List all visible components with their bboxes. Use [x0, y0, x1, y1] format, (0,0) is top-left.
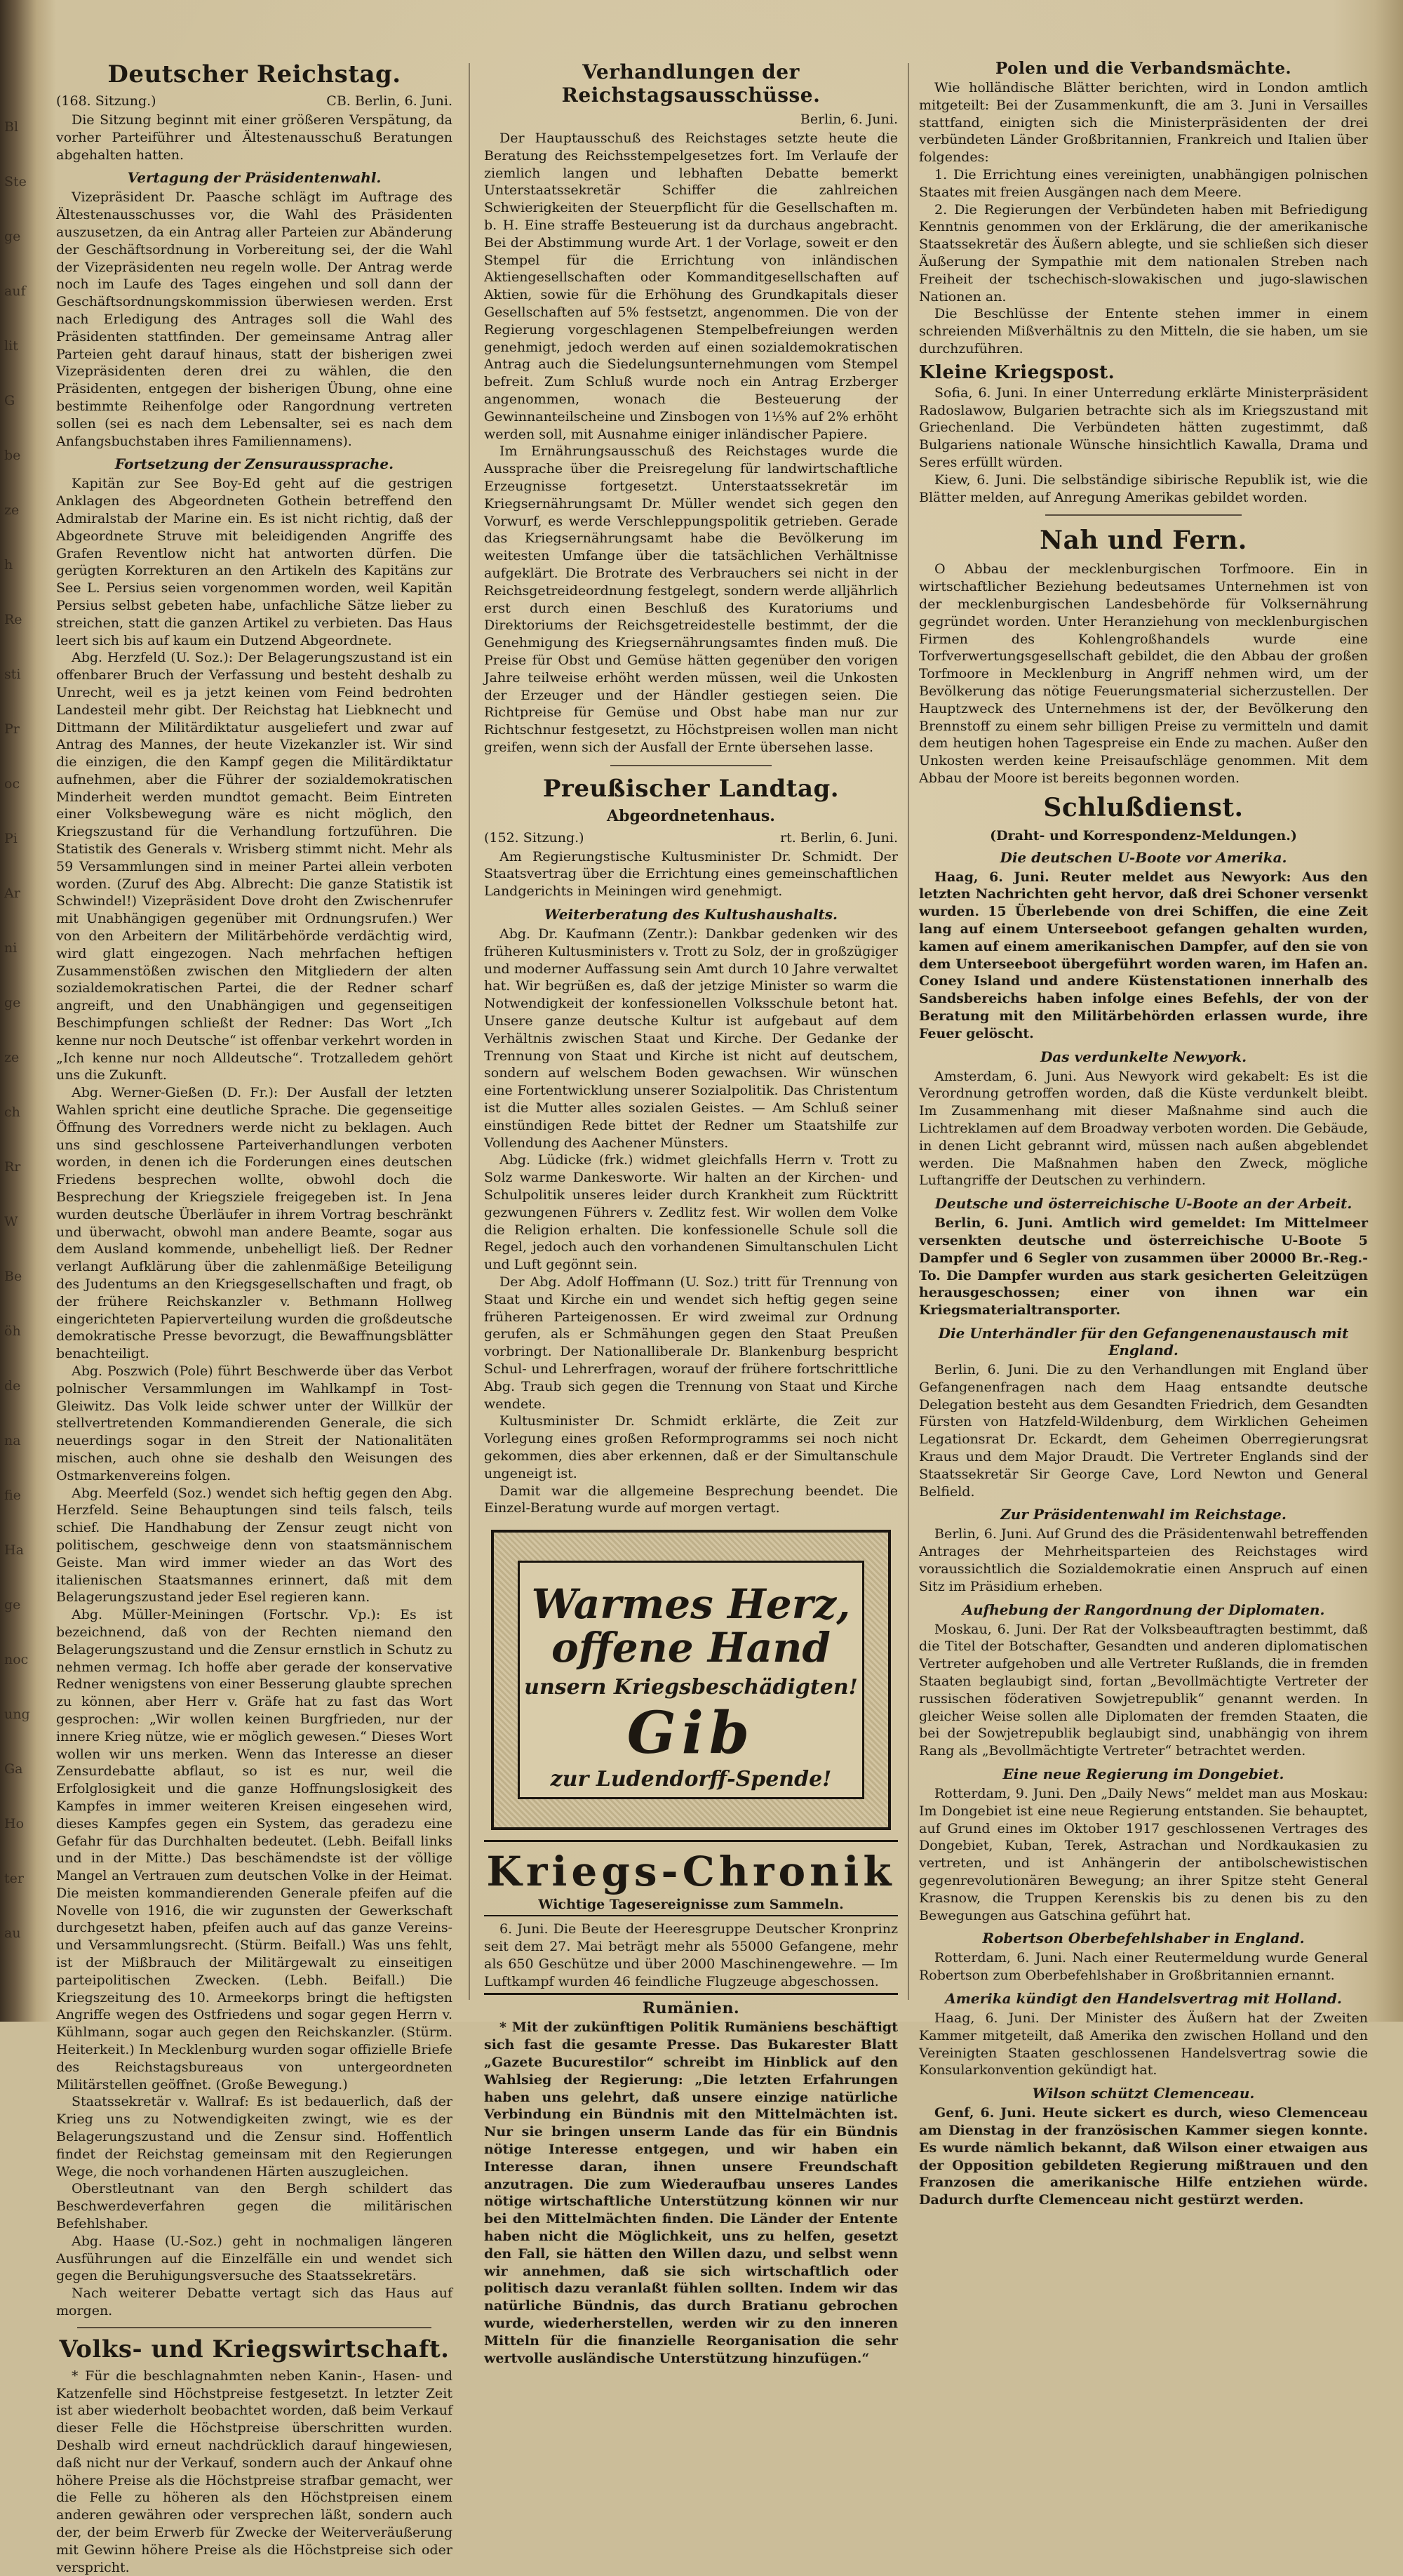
kriegs-chronik-box: [484, 1840, 898, 1995]
subheading: Fortsetzung der Zensuraussprache.: [114, 455, 394, 473]
gutter-fragment: h: [4, 557, 13, 573]
dateline-text: Berlin, 6. Juni.: [800, 112, 898, 127]
gutter-fragment: Rr: [4, 1159, 21, 1175]
gutter-fragment: ni: [4, 940, 18, 956]
paragraph: Berlin, 6. Juni. Die zu den Verhandlungen mit England über Gefangenenfragen nach dem Haag entsandte deutsche Delegation besteht aus dem Gesandten Friedrich, dem Gesandten Fürsten von Hatzfeld-Wildenburg, dem Wirklichen Geheimen Legationsrat Dr. Eckardt, dem Geheimen Oberregierungsrat Kraus und dem Major Draudt. Die Vertreter Englands sind der Staatssekretär Sir George Cave, Lord Newton und General Belfield.: [919, 1362, 1368, 1500]
paragraph: Abg. Poszwich (Pole) führt Beschwerde über das Verbot polnischer Versammlungen im Wahlkampf in Tost-Gleiwitz. Das Volk leide schwer unter der Willkür der stellvertretenden Kommandierenden Generale, die sich neuerdings sogar in den Streit der Nationalitäten mischen, auch ohne sie deshalb den Weisungen des Ostmarkenvereins folgen.: [56, 1363, 452, 1483]
article-title-polen: Polen und die Verbandsmächte.: [995, 59, 1292, 78]
gutter-fragment: öh: [4, 1323, 21, 1339]
gutter-fragment: Ste: [4, 174, 27, 189]
gutter-fragment: be: [4, 448, 21, 463]
column-rule: [908, 63, 909, 2000]
article-title-nah-und-fern: Nah und Fern.: [1040, 526, 1247, 556]
ad-line: Warmes Herz,: [531, 1580, 851, 1629]
gutter-fragment: W: [4, 1214, 18, 1229]
ad-line: unsern Kriegsbeschädigten!: [524, 1675, 858, 1700]
article-title-ausschuesse: Verhandlungen der Reichstagsausschüsse.: [561, 60, 821, 107]
paragraph: Abg. Dr. Kaufmann (Zentr.): Dankbar gedenken wir des früheren Kultusministers v. Trott zu Solz, der in großzügiger und moderner Auffassung sein Amt durch 10 Jahre verwaltet hat. Wir begrüßen es, daß der jetzige Minister so warm die Notwendigkeit der konfessionellen Volksschule betont hat. Unsere ganze deutsche Kultur ist aufgebaut auf dem Verhältnis zwischen Staat und Kirche. Der Gedanke der Trennung von Staat und Kirche ist nicht auf deutschem, sondern auf welschem Boden gewachsen. Wir wünschen eine Fortentwicklung unserer Sozialpolitik. Das Christentum ist die Mutter alles sozialen Geistes. — Am Schluß seiner einstündigen Rede bittet der Redner um Staatshilfe zur Vollendung des Aachener Münsters.: [484, 926, 898, 1151]
paragraph: Abg. Herzfeld (U. Soz.): Der Belagerungszustand ist ein offenbarer Bruch der Verfassung und besteht deshalb zu Unrecht, weil es ja jetzt keinen vom Feind bedrohten Landesteil mehr gibt. Der Reichstag hat Liebknecht und Dittmann der Militärdiktatur ausgeliefert und zwar auf Antrag des Mannes, der heute Vizekanzler ist. Wir sind die einzigen, die den Kampf gegen die Militärdiktatur aufnehmen, aber die Führer der sozialdemokratischen Minderheit werden mundtot gemacht. Beim Eintreten einer Volksbewegung wäre es nicht möglich, den Kriegszustand für die Verhandlung fortzuführen. Die Statistik des Generals v. Wrisberg stimmt nicht. Mehr als 59 Versammlungen sind in meiner Partei allein verboten worden. (Zuruf des Abg. Albrecht: Die ganze Statistik ist Schwindel!) Vizepräsident Dove droht den Zwischenrufer mit Unabhängigen gegenüber mit Ordnungsrufen.) Wer von den Arbeitern der Militärbehörde verdächtig wird, wird glatt eingezogen. Nach mehrfachen heftigen Zusammenstößen zwischen den Mitgliedern der alten sozialdemokratischen Partei, die der Redner scharf angreift, und den Unabhängigen und gegenseitigen Beschimpfungen schließt der Redner: Das Wort „Ich kenne nur noch Deutsche“ ist offenbar verkehrt worden in „Ich kenne nur noch Alldeutsche“. Trotzalledem gehört uns die Zukunft.: [56, 650, 452, 1083]
ludendorff-spende-advertisement: [491, 1530, 891, 1830]
ad-line: zur Ludendorff-Spende!: [550, 1767, 832, 1792]
subheading: Deutsche und österreichische U-Boote an der Arbeit.: [934, 1195, 1352, 1213]
paragraph: Vizepräsident Dr. Paasche schlägt im Auftrage des Ältestenausschusses vor, die Wahl des Präsidenten auszusetzen, da ein Antrag aller Parteien zur Abänderung der Geschäftsordnung in Vorbereitung sei, der die Wahl der Vizepräsidenten neu regeln wolle. Der Antrag werde noch im Laufe des Tages eingehen und soll dann der Geschäftsordnungskommission überwiesen werden. Erst nach Erledigung des Antrages soll die Wahl des Präsidenten stattfinden. Der gemeinsame Antrag aller Parteien geht darauf hinaus, statt der bisherigen zwei Vizepräsidenten deren drei zu wählen, die den Präsidenten, entgegen der bisherigen Übung, ohne eine bestimmte Reihenfolge oder Rangordnung vertreten sollen (sei es nach dem Lebensalter, sei es nach dem Anfangsbuchstaben ihres Familiennamens).: [56, 189, 452, 449]
kriegs-chronik-subtitle: Wichtige Tagesereignisse zum Sammeln.: [484, 1897, 898, 1916]
article-title-volkswirtschaft: Volks- und Kriegswirtschaft.: [59, 2335, 450, 2363]
session-number: (168. Sitzung.): [56, 93, 156, 109]
gutter-fragment: ge: [4, 995, 21, 1010]
paragraph: Rotterdam, 6. Juni. Nach einer Reutermeldung wurde General Robertson zum Oberbefehlshaber in Großbritannien ernannt.: [919, 1950, 1368, 1984]
paragraph: Nach weiterer Debatte vertagt sich das Haus auf morgen.: [56, 2285, 452, 2319]
paragraph: Abg. Werner-Gießen (D. Fr.): Der Ausfall der letzten Wahlen spricht eine deutliche Sprache. Die gegenseitige Öffnung des Vorredners werde nicht zu beklagen. Auch uns sind geschlossene Parteiverhandlungen verboten worden, in denen ich die Forderungen eines deutschen Friedens besprechen wollte, obwohl doch die Besprechung der Kriegsziele freigegeben ist. In Jena wurden deutsche Überläufer in ihrem Vortrag beschränkt und überwacht, obwohl man andere Beamte, sogar aus dem Ausland kommende, unbehelligt ließ. Der Redner verlangt Aufklärung über die zahlenmäßige Beteiligung des Judentums an den Kriegsgesellschaften und fragt, ob der frühere Reichskanzler v. Bethmann Hollweg eingerichteten Papierverteilung wurden die großdeutsche demokratische Presse bevorzugt, die Bewaffnungsblätter benachteiligt.: [56, 1085, 452, 1362]
ad-frame: [518, 1561, 864, 1799]
paragraph: Die Beschlüsse der Entente stehen immer in einem schreienden Mißverhältnis zu den Mitteln, die sie haben, um sie durchzuführen.: [919, 306, 1368, 356]
dateline: [56, 93, 452, 110]
subheading: Das verdunkelte Newyork.: [1040, 1048, 1247, 1065]
paragraph: Rotterdam, 9. Juni. Den „Daily News“ meldet man aus Moskau: Im Dongebiet ist eine neue Regierung entstanden. Sie behauptet, auf Grund eines im Oktober 1917 geschlossenen Vertrages des Dongebiet, Kuban, Terek, Astrachan und Nordkaukasien zu vertreten, und ist Anhängerin der antibolschewistischen gegenrevolutionären Bewegung; an ihrer Spitze steht General Krasnow, die Truppen Kerenskis bis zu denen bis zu den Bewegungen aus Gatschina geführt hat.: [919, 1785, 1368, 1923]
paragraph: Staatssekretär v. Wallraf: Es ist bedauerlich, daß der Krieg uns zu Notwendigkeiten zwingt, wie es der Belagerungszustand und die Zensur sind. Hoffentlich findet der Reichstag gemeinsam mit den Regierungen Wege, die noch vorhandenen Härten auszugleichen.: [56, 2094, 452, 2180]
gutter-fragment: Re: [4, 612, 22, 627]
gutter-fragment: oc: [4, 776, 20, 792]
gutter-fragment: au: [4, 1926, 21, 1941]
subheading: Aufhebung der Rangordnung der Diplomaten.: [962, 1601, 1325, 1618]
dateline-text: CB. Berlin, 6. Juni.: [326, 93, 452, 109]
ad-line: offene Hand: [551, 1624, 831, 1672]
gutter-fragment: ge: [4, 1597, 21, 1613]
gutter-fragment: Pi: [4, 831, 18, 846]
article-subtitle: (Draht- und Korrespondenz-Meldungen.): [990, 827, 1297, 843]
gutter-fragment: Ga: [4, 1761, 23, 1777]
gutter-fragment: ung: [4, 1707, 30, 1722]
paragraph: * Mit der zukünftigen Politik Rumäniens beschäftigt sich fast die gesamte Presse. Das Bukarester Blatt „Gazete Bucurestilor“ schreibt im Hinblick auf den Wahlsieg der Regierung: „Die letzten Erfahrungen haben uns gelehrt, daß unsere einzige natürliche Verbindung ein Bündnis mit den Mittelmächten ist. Nur sie bringen unserm Lande das für ein Bündnis nötige Interesse entgegen, und wir haben ein Interesse daran, ihnen unsere Freundschaft anzutragen. Die zum Wiederaufbau unseres Landes nötige wirtschaftliche Unterstützung können wir nur bei den Mittelmächten finden. Die Länder der Entente haben nicht die Möglichkeit, uns zu helfen, gesetzt den Fall, sie hätten den Willen dazu, und selbst wenn wir annehmen, daß sie sich wirtschaftlich oder politisch dazu veranlaßt fühlen sollten. Indem wir das natürliche Bündnis, das durch Bratianu gebrochen wurde, wiederherstellen, werden wir zu den inneren Mitteln für die finanzielle Reorganisation die sehr wertvolle ausländische Unterstützung hinzufügen.“: [484, 2020, 898, 2366]
paragraph: Wie holländische Blätter berichten, wird in London amtlich mitgeteilt: Bei der Zusammenkunft, die am 3. Juni in Versailles stattfand, einigten sich die Ministerpräsidenten der drei verbündeten Länder Großbritannien, Frankreich und Italien über folgendes:: [919, 80, 1368, 166]
article-title-reichstag: Deutscher Reichstag.: [107, 60, 401, 88]
ad-line: Gib: [626, 1700, 756, 1768]
gutter-fragment: de: [4, 1378, 21, 1394]
paragraph: Kultusminister Dr. Schmidt erklärte, die Zeit zur Vorlegung eines großen Reformprogramms sei noch nicht gekommen, dies aber erkennen, daß er der Simultanschule ungeneigt ist.: [484, 1413, 898, 1481]
gutter-fragment: G: [4, 393, 15, 408]
paragraph: Amsterdam, 6. Juni. Aus Newyork wird gekabelt: Es ist die Verordnung getroffen worden, daß die Küste verdunkelt bleibt. Im Zusammenhang mit dieser Maßnahme sind auch die Lichtreklamen auf dem Broadway verboten worden. Die Gebäude, in denen Licht gebrannt wird, müssen nach außen abgeblendet werden. Die Maßnahmen haben den Zweck, mögliche Luftangriffe der Deutschen zu verhindern.: [919, 1068, 1368, 1189]
paragraph: Genf, 6. Juni. Heute sickert es durch, wieso Clemenceau am Dienstag in der französischen Kammer siegen konnte. Es wurde nämlich bekannt, daß Wilson einer etwaigen aus der Opposition gebildeten Regierung mißtrauen und den Franzosen die amerikanische Hilfe entziehen würde. Dadurch durfte Clemenceau nicht gestürzt werden.: [919, 2105, 1368, 2208]
kriegs-chronik-title: Kriegs-Chronik: [486, 1848, 896, 1896]
article-subtitle: Abgeordnetenhaus.: [607, 806, 775, 825]
dateline: [484, 829, 898, 847]
paragraph: 6. Juni. Die Beute der Heeresgruppe Deutscher Kronprinz seit dem 27. Mai beträgt mehr als 55000 Gefangene, mehr als 650 Geschütze und über 2000 Maschinengewehre. — Im Luftkampf wurden 46 feindliche Flugzeuge abgeschossen.: [484, 1921, 898, 1989]
subheading: Die deutschen U-Boote vor Amerika.: [1000, 848, 1287, 866]
subheading: Robertson Oberbefehlshaber in England.: [982, 1930, 1305, 1947]
paragraph: Abg. Lüdicke (frk.) widmet gleichfalls Herrn v. Trott zu Solz warme Dankesworte. Wir halten an der Kirchen- und Schulpolitik unseres leider durch Krankheit zum Rücktritt gezwungenen Führers v. Zedlitz fest. Wir wollen dem Volke die Religion erhalten. Die konfessionelle Schule soll die Regel, jedoch auch den vorhandenen Simultanschulen Licht und Luft gegönnt sein.: [484, 1152, 898, 1273]
paragraph: Im Ernährungsausschuß des Reichstages wurde die Aussprache über die Preisregelung für landwirtschaftliche Erzeugnisse fortgesetzt. Unterstaatssekretär im Kriegsernährungsamt Dr. Müller wendet sich gegen den Vorwurf, es werde Verschleppungspolitik getrieben. Gerade das Kriegsernährungsamt habe die Bevölkerung im weitesten Umfange über die tatsächlichen Verhältnisse aufgeklärt. Die Brotrate des Verbrauchers sei nicht in der Reichsgetreideordnung festgelegt, sondern werde alljährlich erst durch einen Beschluß des Kuratoriums und Direktoriums der Reichsgetreidestelle bestimmt, der die Genehmigung des Kriegsernährungsamtes finden muß. Die Preise für Obst und Gemüse hätten gegenüber den vorigen Jahre teilweise erhöht werden müssen, weil die Unkosten der Erzeuger und der Händler gestiegen seien. Die Richtpreise für Gemüse und Obst habe man nur zur Richtschnur festgesetzt, zu Höchstpreisen wollen man nicht greifen, wenn sich der Ausfall der Ernte übersehen lasse.: [484, 443, 898, 755]
gutter-fragment: fie: [4, 1488, 21, 1503]
article-title-landtag: Preußischer Landtag.: [542, 774, 840, 803]
paragraph: Abg. Meerfeld (Soz.) wendet sich heftig gegen den Abg. Herzfeld. Seine Behauptungen sind teils falsch, teils schief. Die Handhabung der Zensur zeugt nicht von politischem, geschweige denn von staatsmännischem Geiste. Man wird immer wieder an das Wort des italienischen Staatsmannes erinnert, daß mit dem Belagerungszustand jeder Esel regieren kann.: [56, 1485, 452, 1606]
gutter-fragment: Bl: [4, 119, 19, 135]
gutter-fragment: ch: [4, 1105, 20, 1120]
gutter-fragment: ter: [4, 1871, 24, 1886]
subheading: Weiterberatung des Kultushaushalts.: [544, 906, 838, 923]
gutter-fragment: sti: [4, 667, 21, 682]
gutter-fragment: ze: [4, 502, 20, 518]
divider: [610, 765, 772, 766]
gutter-fragment: Pr: [4, 721, 20, 737]
paragraph: Damit war die allgemeine Besprechung beendet. Die Einzel-Beratung wurde auf morgen vertagt.: [484, 1483, 898, 1516]
gutter-fragment: Ho: [4, 1816, 25, 1831]
paragraph: Sofia, 6. Juni. In einer Unterredung erklärte Ministerpräsident Radoslawow, Bulgarien betrachte sich als im Kriegszustand mit Griechenland. Die Verbündeten hätten zugestimmt, daß Bulgariens nationale Wünsche hinsichtlich Kawalla, Drama und Seres erfüllt würden.: [919, 385, 1368, 470]
kriegs-chronik-header: [484, 1840, 898, 1895]
paragraph: Berlin, 6. Juni. Auf Grund des die Präsidentenwahl betreffenden Antrages der Mehrheitsparteien des Reichstages wird voraussichtlich die Sozialdemokratie einen Anspruch auf einen Sitz im Präsidium erheben.: [919, 1526, 1368, 1594]
column-1: [56, 56, 452, 2575]
dateline-text: rt. Berlin, 6. Juni.: [780, 829, 898, 846]
subheading: Die Unterhändler für den Gefangenenaustausch mit England.: [938, 1325, 1349, 1359]
paragraph: Haag, 6. Juni. Der Minister des Äußern hat der Zweiten Kammer mitgeteilt, daß Amerika den zwischen Holland und den Vereinigten Staaten geschlossenen Handelsvertrag sowie die Konsularkonvention gekündigt hat.: [919, 2010, 1368, 2078]
paragraph: Oberstleutnant van den Bergh schildert das Beschwerdeverfahren gegen die militärischen Befehlshaber.: [56, 2181, 452, 2232]
subheading: Amerika kündigt den Handelsvertrag mit Holland.: [945, 1989, 1342, 2007]
dateline: [484, 111, 898, 128]
subheading: Eine neue Regierung im Dongebiet.: [1002, 1765, 1284, 1782]
article-title-kriegspost: Kleine Kriegspost.: [919, 361, 1115, 383]
gutter-fragment: ge: [4, 229, 21, 244]
article-title-schlussdienst: Schlußdienst.: [1043, 792, 1244, 822]
paragraph: Abg. Haase (U.-Soz.) geht in nochmaligen längeren Ausführungen auf die Einzelfälle ein und wendet sich gegen die Beruhigungsversuche des Staatssekretärs.: [56, 2233, 452, 2284]
paragraph: Berlin, 6. Juni. Amtlich wird gemeldet: Im Mittelmeer versenkten deutsche und österreichische U-Boote 5 Dampfer und 6 Segler von zusammen über 20000 Br.-Reg.-To. Die Dampfer wurden aus stark gesicherten Geleitzügen herausgeschossen; einer von ihnen war ein Kriegsmaterialtransporter.: [919, 1215, 1368, 1319]
gutter-fragment: auf: [4, 283, 26, 299]
divider: [77, 2327, 431, 2328]
paragraph: 1. Die Errichtung eines vereinigten, unabhängigen polnischen Staates mit freien Ausgängen nach dem Meere.: [919, 166, 1368, 200]
column-2: [484, 56, 898, 2366]
paragraph: Kiew, 6. Juni. Die selbständige sibirische Republik ist, wie die Blätter melden, auf Anregung Amerikas gebildet worden.: [919, 472, 1368, 505]
paragraph: Abg. Müller-Meiningen (Fortschr. Vp.): Es ist bezeichnend, daß von der Rechten niemand den Belagerungszustand und die Zensur ernstlich in Schutz zu nehmen vermag. Ich hoffe aber gerade der konservative Redner wenigstens von einer Besserung glaubte sprechen zu können, aber Herr v. Gräfe hat zu fast das Wort gesprochen: „Wir wollen keinen Burgfrieden, nur der innere Krieg nütze, wie er möglich gewesen.“ Dieses Wort wollen wir uns merken. Wenn das Interesse an dieser Zensurdebatte abflaut, so ist es nur, weil die Erfolglosigkeit und die ganze Hoffnungslosigkeit des Kampfes in immer weiteren Kreisen eingesehen wird, dieses Kampfes gegen ein System, das geradezu eine Gefahr für das Durchhalten bedeutet. (Lebh. Beifall links und in der Mitte.) Das beschämendste ist der völlige Mangel an Vertrauen zum deutschen Volke in der Heimat. Die meisten kommandierenden Generale pfeifen auf die Novelle von 1916, die wir zugunsten der Gewerkschaft durchgesetzt haben, pfeifen auch auf das ganze Vereins- und Versammlungsrecht. (Stürm. Beifall.) Was uns fehlt, ist der Mißbrauch der Militärgewalt zu einseitigen parteipolitischen Zwecken. (Lebh. Beifall.) Die Kriegszeitung des 10. Armeekorps bringt die heftigsten Angriffe wegen des Ostfriedens und sogar gegen Herrn v. Kühlmann, sogar auch gegen den Reichskanzler. (Stürm. Heiterkeit.) In Mecklenburg wurden sogar offizielle Briefe des Reichstagsbureaus von untergeordneten Militärstellen geöffnet. (Große Bewegung.): [56, 1607, 452, 2093]
session-number: (152. Sitzung.): [484, 829, 584, 846]
column-rule: [469, 63, 470, 2000]
paragraph: Moskau, 6. Juni. Der Rat der Volksbeauftragten bestimmt, daß die Titel der Botschafter, Gesandten und anderen diplomatischen Vertreter aufgehoben und alle Vertreter Rußlands, die in fremden Staaten beglaubigt sind, fortan „Bevollmächtigte Vertreter der russischen föderativen Sowjetrepublik“ genannt werden. In gleicher Weise sollen alle Diplomaten der fremden Staaten, die bei der Sowjetrepublik beglaubigt sind, unabhängig von ihrem Rang als „Bevollmächtigte Vertreter“ betrachtet werden.: [919, 1621, 1368, 1759]
divider: [1045, 514, 1242, 516]
paragraph: * Für die beschlagnahmten neben Kanin-, Hasen- und Katzenfelle sind Höchstpreise festgesetzt. In letzter Zeit ist aber wiederholt beobachtet worden, daß beim Verkauf dieser Felle die Höchstpreise überschritten wurden. Deshalb wird erneut nachdrücklich darauf hingewiesen, daß nicht nur der Verkauf, sondern auch der Ankauf ohne höhere Preise als die Höchstpreise strafbar gemacht, wer die Felle zu höheren als den Höchstpreisen einem anderen gewähren oder versprechen läßt, sondern auch der, der beim Erwerb für Zwecke der Weiterveräußerung mit Gewinn höhere Preise als die Höchstpreise sich oder verspricht.: [56, 2368, 452, 2575]
column-3: [919, 56, 1368, 2208]
subheading: Vertagung der Präsidentenwahl.: [127, 169, 382, 187]
gutter-fragment: Ha: [4, 1542, 24, 1558]
gutter-fragment: ze: [4, 1050, 20, 1065]
paragraph: Der Abg. Adolf Hoffmann (U. Soz.) tritt für Trennung von Staat und Kirche ein und wendet sich heftig gegen seine früheren Parteigenossen. Er wird zweimal zur Ordnung gerufen, als er Schmähungen gegen den Staat Preußen vorbringt. Der Nationalliberale Dr. Blankenburg bespricht Schul- und Lehrerfragen, worauf der frühere fortschrittliche Abg. Traub sich gegen die Trennung von Staat und Kirche wendete.: [484, 1274, 898, 1412]
gutter-fragment: noc: [4, 1652, 29, 1667]
subheading: Wilson schützt Clemenceau.: [1032, 2085, 1255, 2102]
gutter-fragment: lit: [4, 338, 18, 354]
paragraph: 2. Die Regierungen der Verbündeten haben mit Befriedigung Kenntnis genommen von der Erklärung, die der amerikanische Staatssekretär des Äußern ablegte, und sie schließen sich dieser Äußerung der Sympathie mit dem nationalen Streben nach Freiheit der tschechisch-slowakischen und jugo-slawischen Nationen an.: [919, 201, 1368, 305]
paragraph: O Abbau der mecklenburgischen Torfmoore. Ein in wirtschaftlicher Beziehung bedeutsames Unternehmen ist von der mecklenburgischen Landesbehörde für Volksernährung gegründet worden. Unter Heranziehung von mecklenburgischen Firmen des Kohlengroßhandels wurde eine Torfverwertungsgesellschaft gebildet, die den Abbau der großen Torfmoore in Mecklenburg in Angriff nehmen wird, um der Bevölkerung das nötige Feuerungsmaterial sicherzustellen. Der Hauptzweck des Unternehmens ist der, der Bevölkerung den Brennstoff zu einem sehr billigen Preise zu vermitteln und damit dem heutigen hohen Tagespreise ein Ende zu machen. Außer den Unkosten werden keine Preisaufschläge genommen. Mit dem Abbau der Moore ist bereits begonnen worden.: [919, 561, 1368, 786]
paragraph: Kapitän zur See Boy-Ed geht auf die gestrigen Anklagen des Abgeordneten Gothein betreffend den Admiralstab der Marine ein. Es ist nicht richtig, daß der Abgeordnete Struve mit beleidigenden Angriffe des Grafen Reventlow nicht hat antworten dürfen. Die gerügten Korrekturen an den Artikeln des Kapitäns zur See L. Persius seien vorgenommen worden, weil Kapitän Persius selbst gebeten habe, unfachliche Sätze lieber zu streichen, statt die ganzen Artikel zu verbieten. Das Haus leert sich bis auf kaum ein Dutzend Abgeordnete.: [56, 476, 452, 648]
paragraph: Die Sitzung beginnt mit einer größeren Verspätung, da vorher Parteiführer und Ältestenausschuß Beratungen abgehalten hatten.: [56, 112, 452, 163]
paragraph: Der Hauptausschuß des Reichstages setzte heute die Beratung des Reichsstempelgesetzes fort. Im Verlaufe der ziemlich langen und lebhaften Debatte bemerkt Unterstaatssekretär Schiffer die zahlreichen Schwierigkeiten der Steuerpflicht für die Gesellschaften m. b. H. Eine straffe Besteuerung ist da durchaus angebracht. Bei der Abstimmung wurde Art. 1 der Vorlage, soweit er den Stempel für die Errichtung von inländischen Aktiengesellschaften oder Kommanditgesellschaften auf Aktien, sowie für die Erhöhung des Grundkapitals dieser Gesellschaften auf 5% festsetzt, angenommen. Die von der Regierung vorgeschlagenen Stempelbefreiungen werden genehmigt, jedoch werden auf einen sozialdemokratischen Antrag auch die Siedelungsunternehmungen vom Stempel befreit. Zum Schluß wurde noch ein Antrag Erzberger angenommen, wonach die Besteuerung der Gewinnanteilscheine und Zinsbogen von 1⅓% auf 2% erhöht werden soll, mit Ausnahme einiger inländischer Papiere.: [484, 131, 898, 442]
subheading: Zur Präsidentenwahl im Reichstage.: [1000, 1506, 1287, 1523]
gutter-fragment: Be: [4, 1269, 22, 1284]
left-gutter-fragment: [0, 0, 49, 2022]
paragraph: Haag, 6. Juni. Reuter meldet aus Newyork: Aus den letzten Nachrichten geht hervor, daß drei Schoner versenkt wurden. 15 Überlebende von drei Schiffen, die eine Zeit lang auf einem Unterseeboot gefangen gehalten wurden, kamen auf einem amerikanischen Dampfer, auf den sie von dem Unterseeboot übergeführt worden waren, im Hafen an. Coney Island und andere Küstenstationen innerhalb des Sandsbereichs haben infolge eines Befehls, der von der Beratung mit den Militärbehörden erlassen wurde, ihre Feuer gelöscht.: [919, 869, 1368, 1041]
gutter-fragment: Ar: [4, 886, 20, 901]
paragraph: Am Regierungstische Kultusminister Dr. Schmidt. Der Staatsvertrag über die Errichtung eines gemeinschaftlichen Landgerichts in Meiningen wird genehmigt.: [484, 848, 898, 900]
article-title-rumaenien: Rumänien.: [642, 1999, 740, 2018]
gutter-fragment: na: [4, 1433, 21, 1448]
